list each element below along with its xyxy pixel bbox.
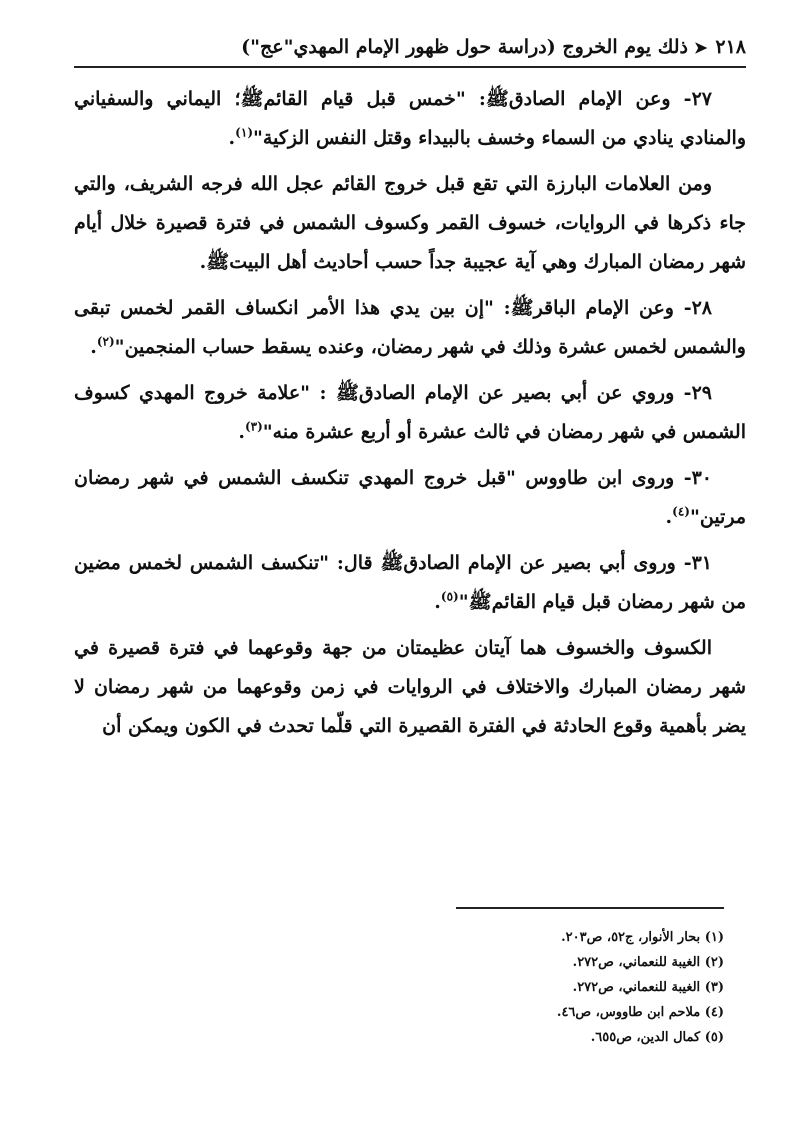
- book-title: ذلك يوم الخروج: [562, 36, 688, 58]
- running-header: [74, 30, 746, 64]
- arrow-ornament-icon: ➤: [693, 37, 708, 57]
- paragraph: ٢٨- وعن الإمام الباقرﷺ: "إن بين يدي هذا الأمر انكساف القمر لخمس تبقى والشمس لخمس عشرة وذلك في شهر رمضان، وعنده يسقط حساب المنجمين"$^{(٢)}$.: [74, 297, 746, 358]
- footnote-ref: (٤): [672, 504, 690, 519]
- footnote-rule: [456, 907, 724, 909]
- main-text: [74, 80, 746, 753]
- footnote: (٢) الغيبة للنعماني، ص٢٧٢.: [572, 955, 724, 970]
- footnotes: [324, 925, 724, 1050]
- paragraph: ومن العلامات البارزة التي تقع قبل خروج القائم عجل الله فرجه الشريف، والتي جاء ذكرها في الروايات، خسوف القمر وكسوف الشمس في فترة قصيرة خلال أيام شهر رمضان المبارك وهي آية عجيبة جداً حسب أحاديث أهل البيتﷺ.: [74, 173, 746, 273]
- footnote: (٤) ملاحم ابن طاووس، ص٤٦.: [556, 1005, 724, 1020]
- footnote: (١) بحار الأنوار، ج٥٢، ص٢٠٣.: [561, 930, 724, 945]
- paragraph: ٢٧- وعن الإمام الصادقﷺ: "خمس قبل قيام القائمﷺ؛ اليماني والسفياني والمنادي ينادي من السماء وخسف بالبيداء وقتل النفس الزكية"$^{(١)}$.: [74, 88, 746, 149]
- paragraph: ٣٠- وروى ابن طاووس "قبل خروج المهدي تنكسف الشمس في شهر رمضان مرتين"$^{(٤)}$.: [74, 467, 746, 528]
- header-rule: [74, 66, 746, 68]
- paragraph: ٣١- وروى أبي بصير عن الإمام الصادقﷺ قال: "تنكسف الشمس لخمس مضين من شهر رمضان قبل قيام القائمﷺ"$^{(٥)}$.: [74, 552, 746, 613]
- paragraph: ٢٩- وروي عن أبي بصير عن الإمام الصادقﷺ : "علامة خروج المهدي كسوف الشمس في شهر رمضان في ثالث عشرة أو أربع عشرة منه"$^{(٣)}$.: [74, 382, 746, 443]
- paragraph: الكسوف والخسوف هما آيتان عظيمتان من جهة وقوعهما في فترة قصيرة في شهر رمضان المبارك والاختلاف في الروايات في زمن وقوعهما من شهر رمضان لا يضر بأهمية وقوع الحادثة في الفترة القصيرة التي قلّما تحدث في الكون ويمكن أن: [74, 637, 746, 737]
- footnote-ref: (٥): [440, 589, 459, 604]
- footnote-ref: (١): [235, 125, 253, 140]
- page-number: ٢١٨: [715, 36, 746, 58]
- footnote-ref: (٢): [96, 334, 115, 349]
- book-subtitle: (دراسة حول ظهور الإمام المهدي"عج"): [241, 36, 556, 58]
- footnote: (٥) كمال الدين، ص٦٥٥.: [590, 1030, 724, 1045]
- footnote-ref: (٣): [244, 419, 263, 434]
- footnote: (٣) الغيبة للنعماني، ص٢٧٢.: [572, 980, 724, 995]
